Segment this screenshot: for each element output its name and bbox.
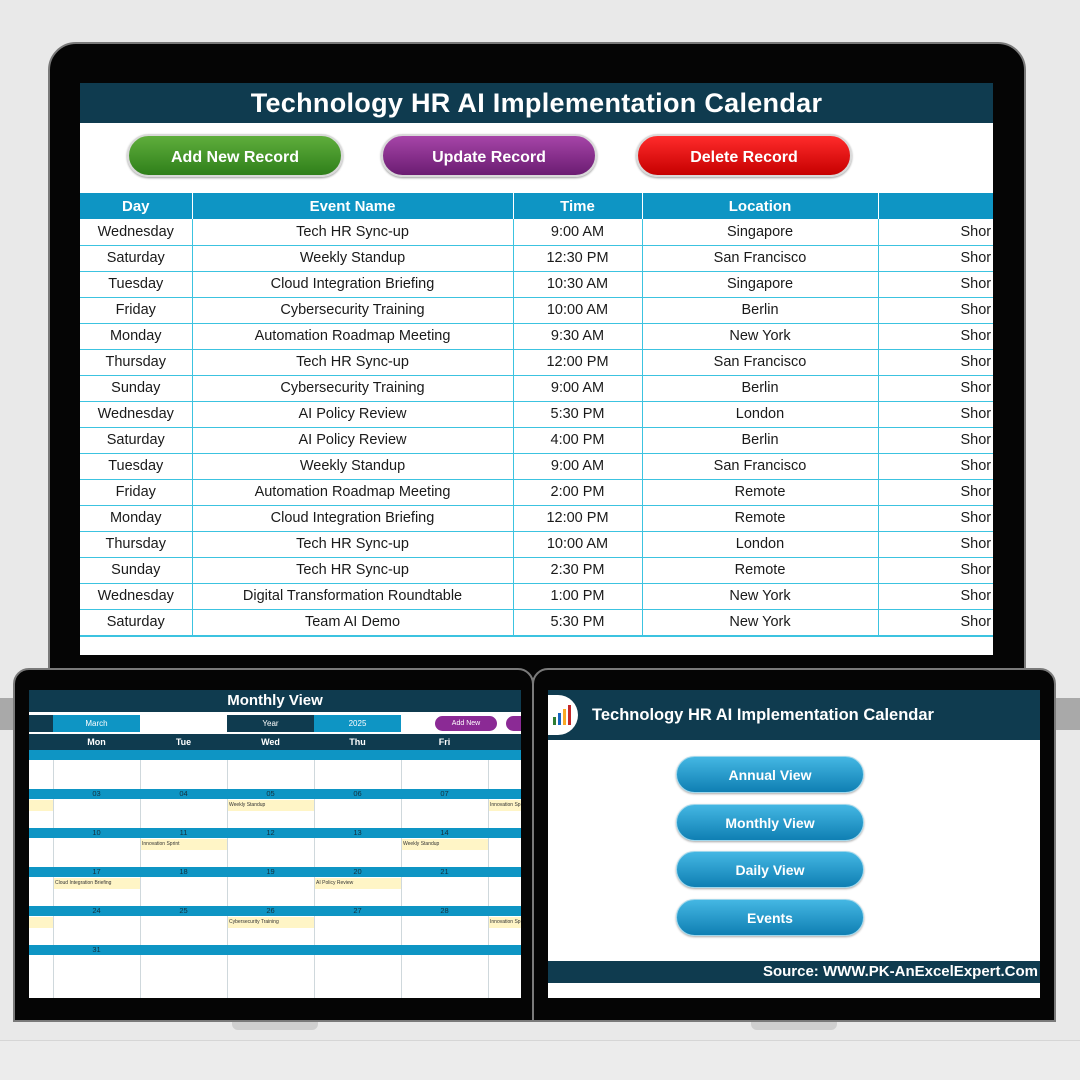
calendar-date-cell[interactable] (29, 750, 53, 760)
calendar-date-cell[interactable]: 18 (140, 867, 227, 877)
table-row[interactable] (80, 245, 993, 271)
cell-location[interactable]: Remote (642, 479, 878, 505)
calendar-date-cell[interactable] (29, 906, 53, 916)
monitor-stand-left (0, 698, 14, 730)
cell-location[interactable]: Berlin (642, 375, 878, 401)
calendar-date-cell[interactable] (29, 945, 53, 955)
calendar-grid (29, 750, 521, 998)
calendar-event[interactable]: AI Policy Review (315, 878, 401, 889)
cell-time[interactable]: 4:00 PM (513, 427, 642, 453)
cell-event-name[interactable]: AI Policy Review (192, 401, 513, 427)
calendar-date-cell[interactable]: 13 (314, 828, 401, 838)
calendar-date-cell[interactable] (53, 750, 140, 760)
cell-event-name[interactable]: AI Policy Review (192, 427, 513, 453)
cell-description[interactable]: Shor (878, 271, 993, 297)
daily-view-button[interactable]: Daily View (676, 851, 864, 888)
calendar-date-cell[interactable] (140, 945, 227, 955)
calendar-date-cell[interactable] (488, 867, 521, 877)
cell-time[interactable]: 12:00 PM (513, 505, 642, 531)
cell-day[interactable]: Monday (80, 505, 192, 531)
cell-description[interactable]: Shor (878, 453, 993, 479)
cell-day[interactable]: Saturday (80, 427, 192, 453)
calendar-date-cell[interactable]: 25 (140, 906, 227, 916)
cell-location[interactable]: Berlin (642, 297, 878, 323)
cell-day[interactable]: Friday (80, 479, 192, 505)
calendar-event[interactable]: Weekly Standup (402, 839, 488, 850)
calendar-date-cell[interactable]: 14 (401, 828, 488, 838)
cell-description[interactable]: Shor (878, 245, 993, 271)
calendar-date-cell[interactable]: 26 (227, 906, 314, 916)
calendar-date-cell[interactable] (29, 867, 53, 877)
monthly-view-button[interactable]: Monthly View (676, 804, 864, 841)
calendar-date-cell[interactable] (488, 828, 521, 838)
calendar-date-cell[interactable]: 19 (227, 867, 314, 877)
calendar-date-cell[interactable] (488, 906, 521, 916)
calendar-date-cell[interactable]: 03 (53, 789, 140, 799)
weekday-wed: Wed (261, 737, 280, 747)
month-label-cell (29, 715, 53, 732)
calendar-date-cell[interactable] (314, 945, 401, 955)
nav-title: Technology HR AI Implementation Calendar (592, 706, 934, 724)
calendar-date-cell[interactable] (140, 750, 227, 760)
column-header-time[interactable]: Time (513, 193, 642, 219)
weekday-tue: Tue (175, 737, 192, 747)
table-row[interactable] (80, 375, 993, 401)
calendar-event[interactable]: Innovation Sprint (141, 839, 227, 850)
calendar-event-overflow (29, 800, 53, 811)
cell-location[interactable]: Remote (642, 505, 878, 531)
table-row[interactable] (80, 505, 993, 531)
cell-location[interactable]: Remote (642, 557, 878, 583)
calendar-date-cell[interactable]: 31 (53, 945, 140, 955)
cell-location[interactable]: Singapore (642, 271, 878, 297)
source-footer: Source: WWW.PK-AnExcelExpert.Com (548, 961, 1040, 983)
cell-day[interactable]: Thursday (80, 349, 192, 375)
calendar-date-cell[interactable]: 20 (314, 867, 401, 877)
monthly-second-button[interactable] (506, 716, 521, 731)
year-select[interactable]: 2025 (314, 715, 401, 732)
events-table (80, 193, 993, 636)
calendar-date-cell[interactable] (488, 750, 521, 760)
calendar-date-cell[interactable]: 17 (53, 867, 140, 877)
cell-location[interactable]: New York (642, 609, 878, 635)
events-button[interactable]: Events (676, 899, 864, 936)
table-row[interactable] (80, 349, 993, 375)
calendar-date-cell[interactable] (29, 828, 53, 838)
events-table-body (80, 219, 993, 635)
column-header-location[interactable]: Location (642, 193, 878, 219)
cell-location[interactable]: Berlin (642, 427, 878, 453)
cell-event-name[interactable]: Tech HR Sync-up (192, 349, 513, 375)
calendar-date-cell[interactable]: 06 (314, 789, 401, 799)
calendar-date-cell[interactable]: 24 (53, 906, 140, 916)
cell-time[interactable]: 9:00 AM (513, 219, 642, 245)
cell-time[interactable]: 10:00 AM (513, 531, 642, 557)
calendar-date-cell[interactable] (29, 789, 53, 799)
cell-time[interactable]: 9:00 AM (513, 375, 642, 401)
brand-logo (548, 695, 578, 735)
calendar-date-cell[interactable]: 11 (140, 828, 227, 838)
table-footer-space (80, 636, 993, 656)
calendar-event[interactable]: Weekly Standup (228, 800, 314, 811)
calendar-event[interactable]: Innovation Sp (489, 917, 521, 928)
cell-location[interactable]: San Francisco (642, 245, 878, 271)
cell-time[interactable]: 2:00 PM (513, 479, 642, 505)
cell-location[interactable]: London (642, 531, 878, 557)
monthly-view-screen (29, 690, 521, 998)
calendar-date-cell[interactable]: 07 (401, 789, 488, 799)
cell-event-name[interactable]: Automation Roadmap Meeting (192, 479, 513, 505)
table-row[interactable] (80, 271, 993, 297)
table-row[interactable] (80, 297, 993, 323)
cell-event-name[interactable]: Cybersecurity Training (192, 375, 513, 401)
cell-event-name[interactable]: Tech HR Sync-up (192, 557, 513, 583)
year-label: Year (227, 715, 314, 732)
cell-time[interactable]: 10:00 AM (513, 297, 642, 323)
cell-location[interactable]: Singapore (642, 219, 878, 245)
table-row[interactable] (80, 557, 993, 583)
cell-day[interactable]: Monday (80, 323, 192, 349)
cell-location[interactable]: London (642, 401, 878, 427)
main-screen (80, 83, 993, 655)
cell-location[interactable]: New York (642, 323, 878, 349)
add-record-button[interactable]: Add New Record (127, 134, 343, 177)
page-title: Technology HR AI Implementation Calendar (80, 83, 993, 123)
table-row[interactable] (80, 453, 993, 479)
column-header-event-name[interactable]: Event Name (192, 193, 513, 219)
cell-time[interactable]: 12:00 PM (513, 349, 642, 375)
cell-event-name[interactable]: Digital Transformation Roundtable (192, 583, 513, 609)
cell-day[interactable]: Wednesday (80, 219, 192, 245)
navigation-screen (548, 690, 1040, 998)
cell-time[interactable]: 2:30 PM (513, 557, 642, 583)
cell-description[interactable]: Shor (878, 401, 993, 427)
calendar-date-cell[interactable] (401, 750, 488, 760)
calendar-event[interactable]: Cloud Integration Briefing (54, 878, 140, 889)
cell-description[interactable]: Shor (878, 583, 993, 609)
cell-description[interactable]: Shor (878, 505, 993, 531)
cell-day[interactable]: Sunday (80, 557, 192, 583)
calendar-date-cell[interactable] (314, 750, 401, 760)
cell-description[interactable]: Shor (878, 375, 993, 401)
cell-time[interactable]: 12:30 PM (513, 245, 642, 271)
cell-description[interactable]: Shor (878, 557, 993, 583)
cell-location[interactable]: San Francisco (642, 453, 878, 479)
cell-time[interactable]: 10:30 AM (513, 271, 642, 297)
monthly-view-title: Monthly View (29, 690, 521, 712)
calendar-date-cell[interactable]: 10 (53, 828, 140, 838)
calendar-event-overflow (29, 917, 53, 928)
table-row[interactable] (80, 219, 993, 245)
monitor-stand-right (1056, 698, 1080, 730)
cell-location[interactable]: New York (642, 583, 878, 609)
cell-day[interactable]: Wednesday (80, 401, 192, 427)
weekday-mon: Mon (87, 737, 106, 747)
cell-location[interactable]: San Francisco (642, 349, 878, 375)
calendar-date-cell[interactable]: 05 (227, 789, 314, 799)
update-record-button[interactable]: Update Record (381, 134, 597, 177)
table-row[interactable] (80, 427, 993, 453)
table-row[interactable] (80, 401, 993, 427)
annual-view-button[interactable]: Annual View (676, 756, 864, 793)
column-header-description[interactable] (878, 193, 993, 219)
calendar-date-cell[interactable]: 21 (401, 867, 488, 877)
cell-day[interactable]: Tuesday (80, 271, 192, 297)
cell-time[interactable]: 1:00 PM (513, 583, 642, 609)
weekday-thu: Thu (349, 737, 366, 747)
cell-time[interactable]: 5:30 PM (513, 401, 642, 427)
cell-description[interactable]: Shor (878, 349, 993, 375)
table-row[interactable] (80, 531, 993, 557)
delete-record-button[interactable]: Delete Record (636, 134, 852, 177)
table-row[interactable] (80, 479, 993, 505)
cell-event-name[interactable]: Cloud Integration Briefing (192, 271, 513, 297)
action-toolbar (80, 123, 993, 193)
calendar-date-cell[interactable]: 12 (227, 828, 314, 838)
cell-day[interactable]: Saturday (80, 245, 192, 271)
table-header-row (80, 193, 993, 219)
cell-day[interactable]: Tuesday (80, 453, 192, 479)
calendar-date-cell[interactable] (227, 945, 314, 955)
column-header-day[interactable]: Day (80, 193, 192, 219)
cell-event-name[interactable]: Weekly Standup (192, 453, 513, 479)
calendar-date-cell[interactable] (488, 945, 521, 955)
cell-day[interactable]: Wednesday (80, 583, 192, 609)
table-row[interactable] (80, 323, 993, 349)
monthly-add-new-button[interactable]: Add New (435, 716, 497, 731)
monthly-controls (29, 712, 521, 734)
calendar-date-cell[interactable] (227, 750, 314, 760)
table-row[interactable] (80, 609, 993, 635)
calendar-date-cell[interactable]: 28 (401, 906, 488, 916)
table-row[interactable] (80, 583, 993, 609)
cell-description[interactable]: Shor (878, 427, 993, 453)
cell-description[interactable]: Shor (878, 531, 993, 557)
cell-description[interactable]: Shor (878, 323, 993, 349)
calendar-event[interactable]: Innovation Sp (489, 800, 521, 811)
cell-time[interactable]: 5:30 PM (513, 609, 642, 635)
weekday-fri: Fri (438, 737, 451, 747)
calendar-date-cell[interactable]: 27 (314, 906, 401, 916)
cell-description[interactable]: Shor (878, 479, 993, 505)
cell-description[interactable]: Shor (878, 219, 993, 245)
cell-event-name[interactable]: Team AI Demo (192, 609, 513, 635)
cell-event-name[interactable]: Cloud Integration Briefing (192, 505, 513, 531)
calendar-event[interactable]: Cybersecurity Training (228, 917, 314, 928)
calendar-date-cell[interactable] (488, 789, 521, 799)
nav-header (548, 690, 1040, 740)
desk-surface (0, 1040, 1080, 1080)
cell-day[interactable]: Friday (80, 297, 192, 323)
cell-event-name[interactable]: Cybersecurity Training (192, 297, 513, 323)
cell-day[interactable]: Saturday (80, 609, 192, 635)
cell-time[interactable]: 9:00 AM (513, 453, 642, 479)
cell-day[interactable]: Thursday (80, 531, 192, 557)
cell-day[interactable]: Sunday (80, 375, 192, 401)
calendar-date-cell[interactable] (401, 945, 488, 955)
month-select[interactable]: March (53, 715, 140, 732)
cell-time[interactable]: 9:30 AM (513, 323, 642, 349)
cell-description[interactable]: Shor (878, 609, 993, 635)
cell-event-name[interactable]: Tech HR Sync-up (192, 531, 513, 557)
weekday-header-row (29, 734, 521, 750)
cell-description[interactable]: Shor (878, 297, 993, 323)
calendar-date-cell[interactable]: 04 (140, 789, 227, 799)
cell-event-name[interactable]: Automation Roadmap Meeting (192, 323, 513, 349)
cell-event-name[interactable]: Tech HR Sync-up (192, 219, 513, 245)
cell-event-name[interactable]: Weekly Standup (192, 245, 513, 271)
